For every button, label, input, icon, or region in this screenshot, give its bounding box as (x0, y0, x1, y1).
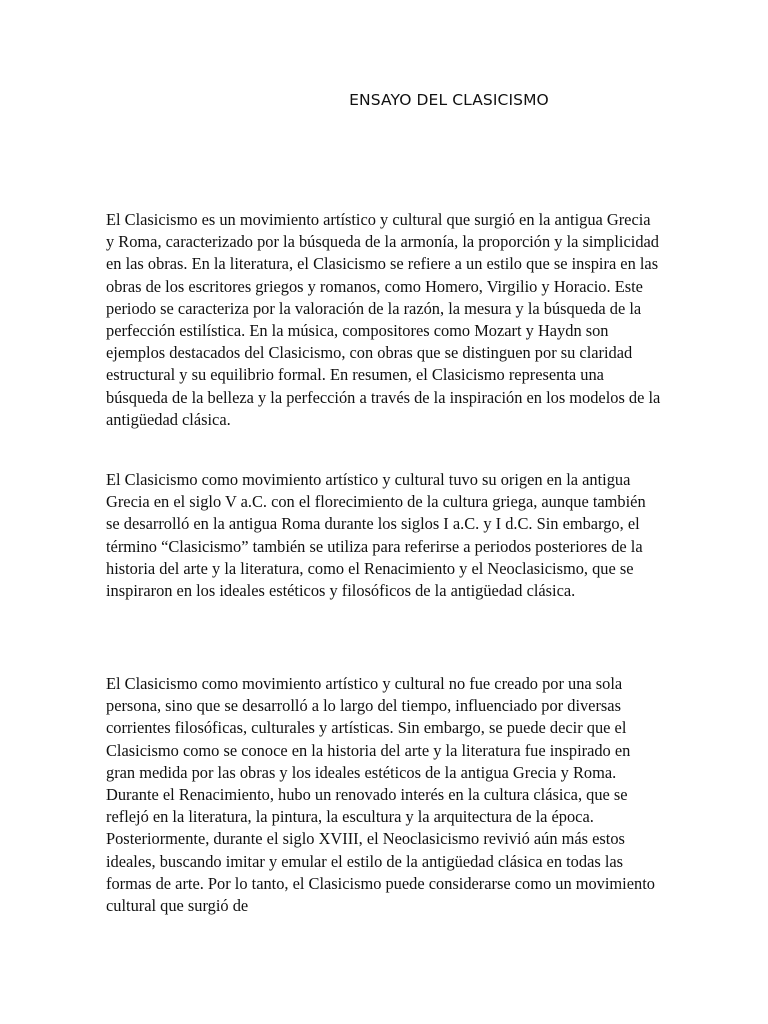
paragraph-3: El Clasicismo como movimiento artístico y cultural no fue creado por una sola persona, sino que se desarrolló a lo largo del tiempo, influenciado por diversas corrientes filosóficas, culturales y artísticas. Sin embargo, se puede decir que el Clasicismo como se conoce en la historia del arte y la literatura fue inspirado en gran medida por las obras y los ideales estéticos de la antigua Grecia y Roma. Durante el Renacimiento, hubo un renovado interés en la cultura clásica, que se reflejó en la literatura, la pintura, la escultura y la arquitectura de la época. Posteriormente, durante el siglo XVIII, el Neoclasicismo revivió aún más estos ideales, buscando imitar y emular el estilo de la antigüedad clásica en todas las formas de arte. Por lo tanto, el Clasicismo puede considerarse como un movimiento cultural que surgió de (106, 674, 655, 916)
paragraph-2: El Clasicismo como movimiento artístico y cultural tuvo su origen en la antigua Grecia en el siglo V a.C. con el florecimiento de la cultura griega, aunque también se desarrolló en la antigua Roma durante los siglos I a.C. y I d.C. Sin embargo, el término “Clasicismo” también se utiliza para referirse a periodos posteriores de la historia del arte y la literatura, como el Renacimiento y el Neoclasicismo, que se inspiraron en los ideales estéticos y filosóficos de la antigüedad clásica. (106, 470, 646, 601)
paragraph-1: El Clasicismo es un movimiento artístico y cultural que surgió en la antigua Grecia y Roma, caracterizado por la búsqueda de la armonía, la proporción y la simplicidad en las obras. En la literatura, el Clasicismo se refiere a un estilo que se inspira en las obras de los escritores griegos y romanos, como Homero, Virgilio y Horacio. Este periodo se caracteriza por la valoración de la razón, la mesura y la búsqueda de la perfección estilística. En la música, compositores como Mozart y Haydn son ejemplos destacados del Clasicismo, con obras que se distinguen por su claridad estructural y su equilibrio formal. En resumen, el Clasicismo representa una búsqueda de la belleza y la perfección a través de la inspiración en los modelos de la antigüedad clásica. (106, 210, 661, 429)
document-title: ENSAYO DEL CLASICISMO (349, 91, 549, 109)
